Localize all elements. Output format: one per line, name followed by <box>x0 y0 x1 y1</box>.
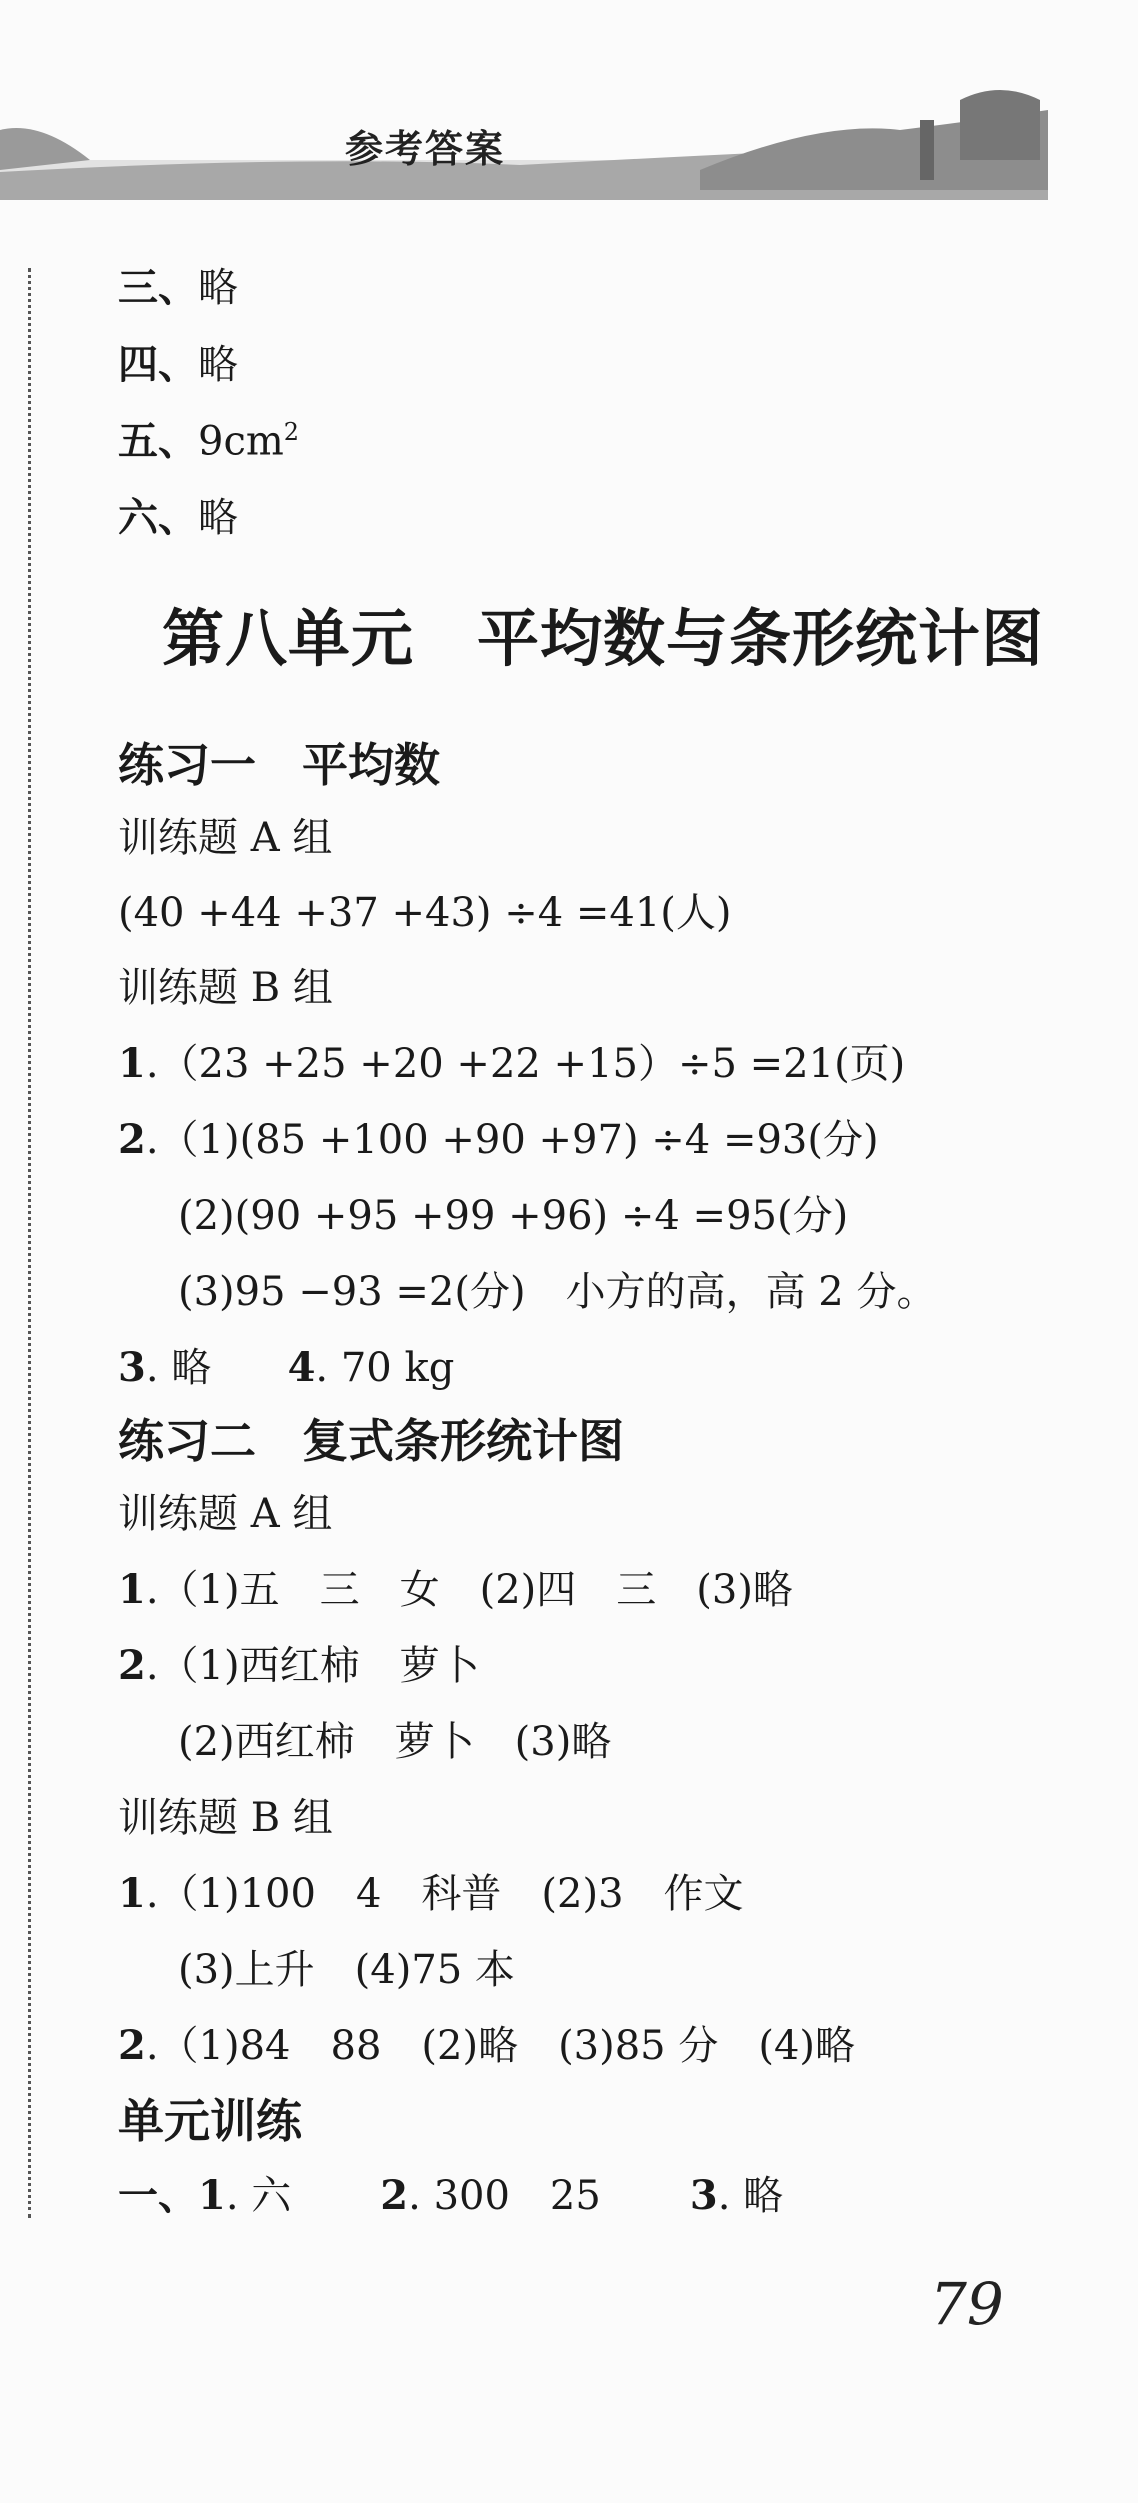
answer-line: (3)上升 (4)75 本 <box>178 1947 515 1993</box>
answer-line: 1.（1)五 三 女 (2)四 三 (3)略 <box>118 1566 793 1613</box>
answer-line: (40 +44 +37 +43) ÷4 =41(人) <box>118 890 732 936</box>
group-label: 训练题 A 组 <box>118 1491 333 1537</box>
answer-line: (3)95 −93 =2(分) 小方的高，高 2 分。 <box>178 1269 937 1315</box>
answer-line: 六、略 <box>118 495 238 541</box>
answer-line: 五、$9cm^2$ <box>118 418 300 465</box>
group-label: 训练题 B 组 <box>118 965 333 1011</box>
answer-line: 2.（1)(85 +100 +90 +97) ÷4 =93(分) <box>118 1116 879 1163</box>
answer-line: 2.（1)84 88 (2)略 (3)85 分 (4)略 <box>118 2022 856 2069</box>
group-label: 训练题 B 组 <box>118 1795 333 1841</box>
answer-line: 3. 略 4. 70 kg <box>118 1344 455 1391</box>
unit-title: 第八单元 平均数与条形统计图 <box>162 602 1045 675</box>
answer-line: (2)(90 +95 +99 +96) ÷4 =95(分) <box>178 1193 849 1239</box>
group-label: 训练题 A 组 <box>118 815 333 861</box>
answer-line: 1.（1)100 4 科普 (2)3 作文 <box>118 1870 744 1917</box>
header-banner <box>0 60 1048 210</box>
exercise1-title: 练习一 平均数 <box>118 738 440 792</box>
answer-line: 四、略 <box>118 342 238 388</box>
header-title: 参考答案 <box>345 127 506 171</box>
answer-line: 1.（23 +25 +20 +22 +15）÷5 =21(页) <box>118 1040 906 1087</box>
answer-line: 一、1. 六 2. 300 25 3. 略 <box>118 2172 784 2219</box>
exercise2-title: 练习二 复式条形统计图 <box>118 1414 624 1468</box>
margin-dotted-line <box>28 268 31 2218</box>
answer-line: 三、略 <box>118 265 238 311</box>
unit-training-title: 单元训练 <box>118 2094 302 2148</box>
answer-line: 2.（1)西红柿 萝卜 <box>118 1642 480 1689</box>
page-number: 79 <box>930 2270 1004 2338</box>
answer-line: (2)西红柿 萝卜 (3)略 <box>178 1719 612 1765</box>
